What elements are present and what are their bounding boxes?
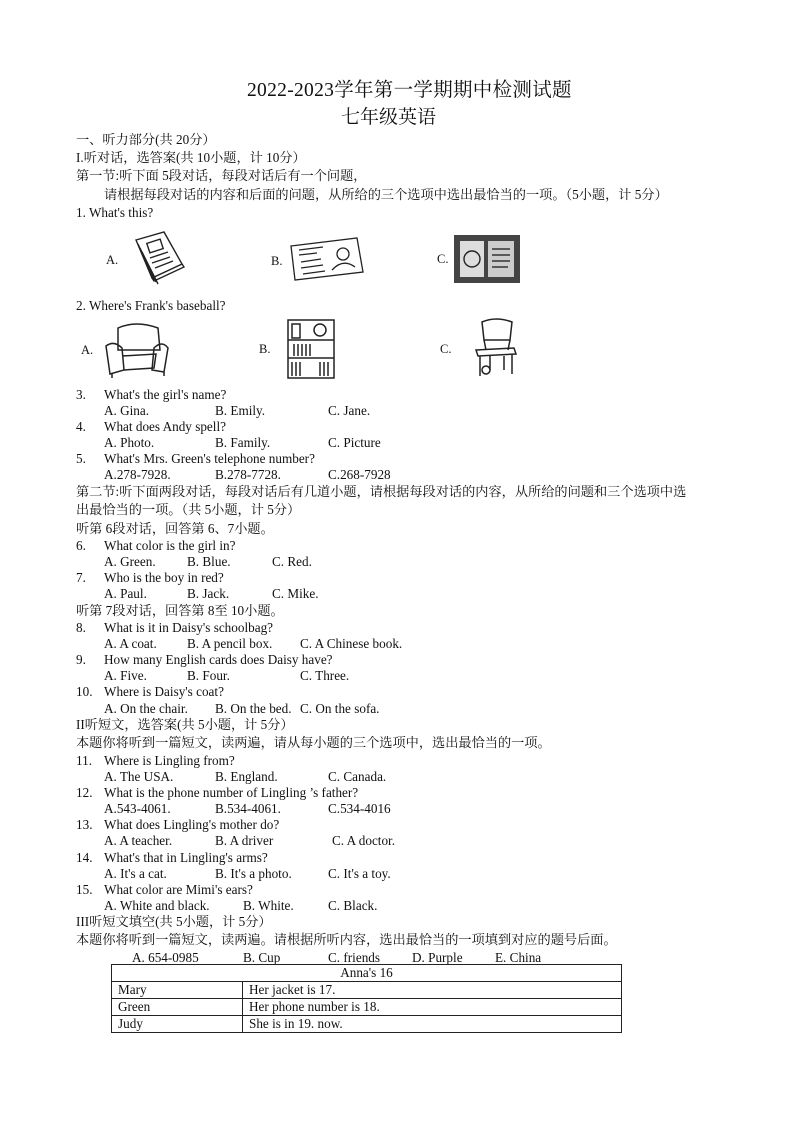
table-header-row — [112, 965, 622, 982]
q15-num: 15. — [76, 882, 93, 897]
section2-instructions: 本题你将听到一篇短文，读两遍，请从每小题的三个选项中，选出最恰当的一项。 — [76, 735, 551, 750]
q4-option-a: A. Photo. — [104, 435, 155, 450]
q7-option-c: C. Mike. — [272, 586, 319, 601]
bookshelf-icon — [284, 318, 340, 382]
section1-part1: 第一节:听下面 5段对话，每段对话后有一个问题， — [76, 168, 367, 183]
q4-option-c: C. Picture — [328, 435, 381, 450]
table-row — [112, 982, 622, 999]
q8-option-a: A. A coat. — [104, 636, 157, 651]
q14-num: 14. — [76, 850, 93, 865]
q6-option-c: C. Red. — [272, 554, 312, 569]
section2-heading: II听短文，选答案(共 5小题，计 5分） — [76, 717, 294, 732]
q8-option-c: C. A Chinese book. — [300, 636, 403, 651]
q13-option-c: C. A doctor. — [332, 833, 396, 848]
q1-label-c: C. — [437, 252, 449, 266]
q5-option-a: A.278-7928. — [104, 467, 171, 482]
q3-option-c: C. Jane. — [328, 403, 371, 418]
q14-option-b: B. It's a photo. — [215, 866, 292, 881]
part1-heading: 一、听力部分(共 20分） — [76, 132, 216, 147]
q11-option-b: B. England. — [215, 769, 278, 784]
section1-part1-instructions: 请根据每段对话的内容和后面的问题，从所给的三个选项中选出最恰当的一项。（5小题，计 5分） — [104, 187, 668, 202]
q7-option-a: A. Paul. — [104, 586, 147, 601]
q9-text: How many English cards does Daisy have? — [104, 652, 333, 667]
dialogue-6-intro: 听第 6段对话，回答第 6、7小题。 — [76, 521, 274, 536]
q14-option-c: C. It's a toy. — [328, 866, 391, 881]
q2-label-a: A. — [81, 343, 94, 357]
q15-option-c: C. Black. — [328, 898, 378, 913]
section1-part2-line1: 第二节:听下面两段对话，每段对话后有几道小题，请根据每段对话的内容，从所给的问题和三个选项中选 — [76, 484, 687, 499]
q7-text: Who is the boy in red? — [104, 570, 224, 585]
q10-option-b: B. On the bed. — [215, 701, 292, 716]
q3-option-b: B. Emily. — [215, 403, 266, 418]
q1-label-a: A. — [106, 253, 119, 267]
table-cell-name: Judy — [112, 1016, 243, 1033]
q12-option-c: C.534-4016 — [328, 801, 391, 816]
q11-text: Where is Lingling from? — [104, 753, 235, 768]
q4-text: What does Andy spell? — [104, 419, 226, 434]
section1-part2-line2: 出最恰当的一项。（共 5小题，计 5分） — [76, 502, 301, 517]
q8-num: 8. — [76, 620, 86, 635]
q10-option-a: A. On the chair. — [104, 701, 188, 716]
q15-option-b: B. White. — [243, 898, 294, 913]
q3-option-a: A. Gina. — [104, 403, 150, 418]
dialogue-7-intro: 听第 7段对话，回答第 8至 10小题。 — [76, 603, 284, 618]
q3-text: What's the girl's name? — [104, 387, 227, 402]
id-card-icon — [287, 236, 367, 282]
q15-text: What color are Mimi's ears? — [104, 882, 253, 897]
table-row — [112, 999, 622, 1016]
q11-option-c: C. Canada. — [328, 769, 387, 784]
q12-text: What is the phone number of Lingling ’s father? — [104, 785, 359, 800]
q7-option-b: B. Jack. — [187, 586, 230, 601]
q9-option-c: C. Three. — [300, 668, 350, 683]
chair-icon — [470, 316, 522, 380]
section3-instructions: 本题你将听到一篇短文，读两遍。请根据所听内容，选出最恰当的一项填到对应的题号后面。 — [76, 932, 617, 947]
q14-option-a: A. It's a cat. — [104, 866, 167, 881]
q13-option-b: B. A driver — [215, 833, 274, 848]
section1-heading: I.听对话，选答案(共 10小题，计 10分） — [76, 150, 306, 165]
q13-option-a: A. A teacher. — [104, 833, 173, 848]
q10-num: 10. — [76, 684, 93, 699]
q6-text: What color is the girl in? — [104, 538, 236, 553]
q1-label-b: B. — [271, 254, 283, 268]
q6-num: 6. — [76, 538, 86, 553]
q9-num: 9. — [76, 652, 86, 667]
picture-frame-icon — [452, 233, 524, 285]
armchair-icon — [100, 320, 172, 380]
table-header: Anna's 16 — [112, 965, 622, 982]
q6-option-b: B. Blue. — [187, 554, 231, 569]
q12-option-b: B.534-4061. — [215, 801, 281, 816]
option-e: E. China — [495, 950, 542, 965]
q8-text: What is it in Daisy's schoolbag? — [104, 620, 274, 635]
table-cell-name: Green — [112, 999, 243, 1016]
q12-num: 12. — [76, 785, 93, 800]
q13-num: 13. — [76, 817, 93, 832]
question-1: 1. What's this? — [76, 205, 154, 220]
q10-option-c: C. On the sofa. — [300, 701, 380, 716]
q4-num: 4. — [76, 419, 86, 434]
option-c: C. friends — [328, 950, 381, 965]
q8-option-b: B. A pencil box. — [187, 636, 273, 651]
table-cell-info: Her phone number is 18. — [243, 999, 622, 1016]
q15-option-a: A. White and black. — [104, 898, 210, 913]
q2-label-c: C. — [440, 342, 452, 356]
q5-option-c: C.268-7928 — [328, 467, 391, 482]
newspaper-icon — [128, 228, 188, 286]
option-d: D. Purple — [412, 950, 463, 965]
q9-option-a: A. Five. — [104, 668, 147, 683]
section3-heading: III听短文填空(共 5小题，计 5分） — [76, 914, 272, 929]
q5-option-b: B.278-7728. — [215, 467, 281, 482]
q5-text: What's Mrs. Green's telephone number? — [104, 451, 315, 466]
table-cell-info: Her jacket is 17. — [243, 982, 622, 999]
question-2: 2. Where's Frank's baseball? — [76, 298, 226, 313]
q3-num: 3. — [76, 387, 86, 402]
q12-option-a: A.543-4061. — [104, 801, 171, 816]
q5-num: 5. — [76, 451, 86, 466]
q2-label-b: B. — [259, 342, 271, 356]
table-row — [112, 1016, 622, 1033]
table-cell-name: Mary — [112, 982, 243, 999]
page-title: 2022-2023学年第一学期期中检测试题 — [247, 80, 572, 101]
q7-num: 7. — [76, 570, 86, 585]
page-subtitle: 七年级英语 — [341, 107, 437, 128]
table-cell-info: She is in 19. now. — [243, 1016, 622, 1033]
q4-option-b: B. Family. — [215, 435, 271, 450]
q11-num: 11. — [76, 753, 92, 768]
option-b: B. Cup — [243, 950, 281, 965]
option-a: A. 654-0985 — [132, 950, 199, 965]
q13-text: What does Lingling's mother do? — [104, 817, 280, 832]
q14-text: What's that in Lingling's arms? — [104, 850, 268, 865]
anna-info-table — [111, 964, 622, 1033]
q11-option-a: A. The USA. — [104, 769, 174, 784]
q9-option-b: B. Four. — [187, 668, 230, 683]
q10-text: Where is Daisy's coat? — [104, 684, 224, 699]
q6-option-a: A. Green. — [104, 554, 156, 569]
